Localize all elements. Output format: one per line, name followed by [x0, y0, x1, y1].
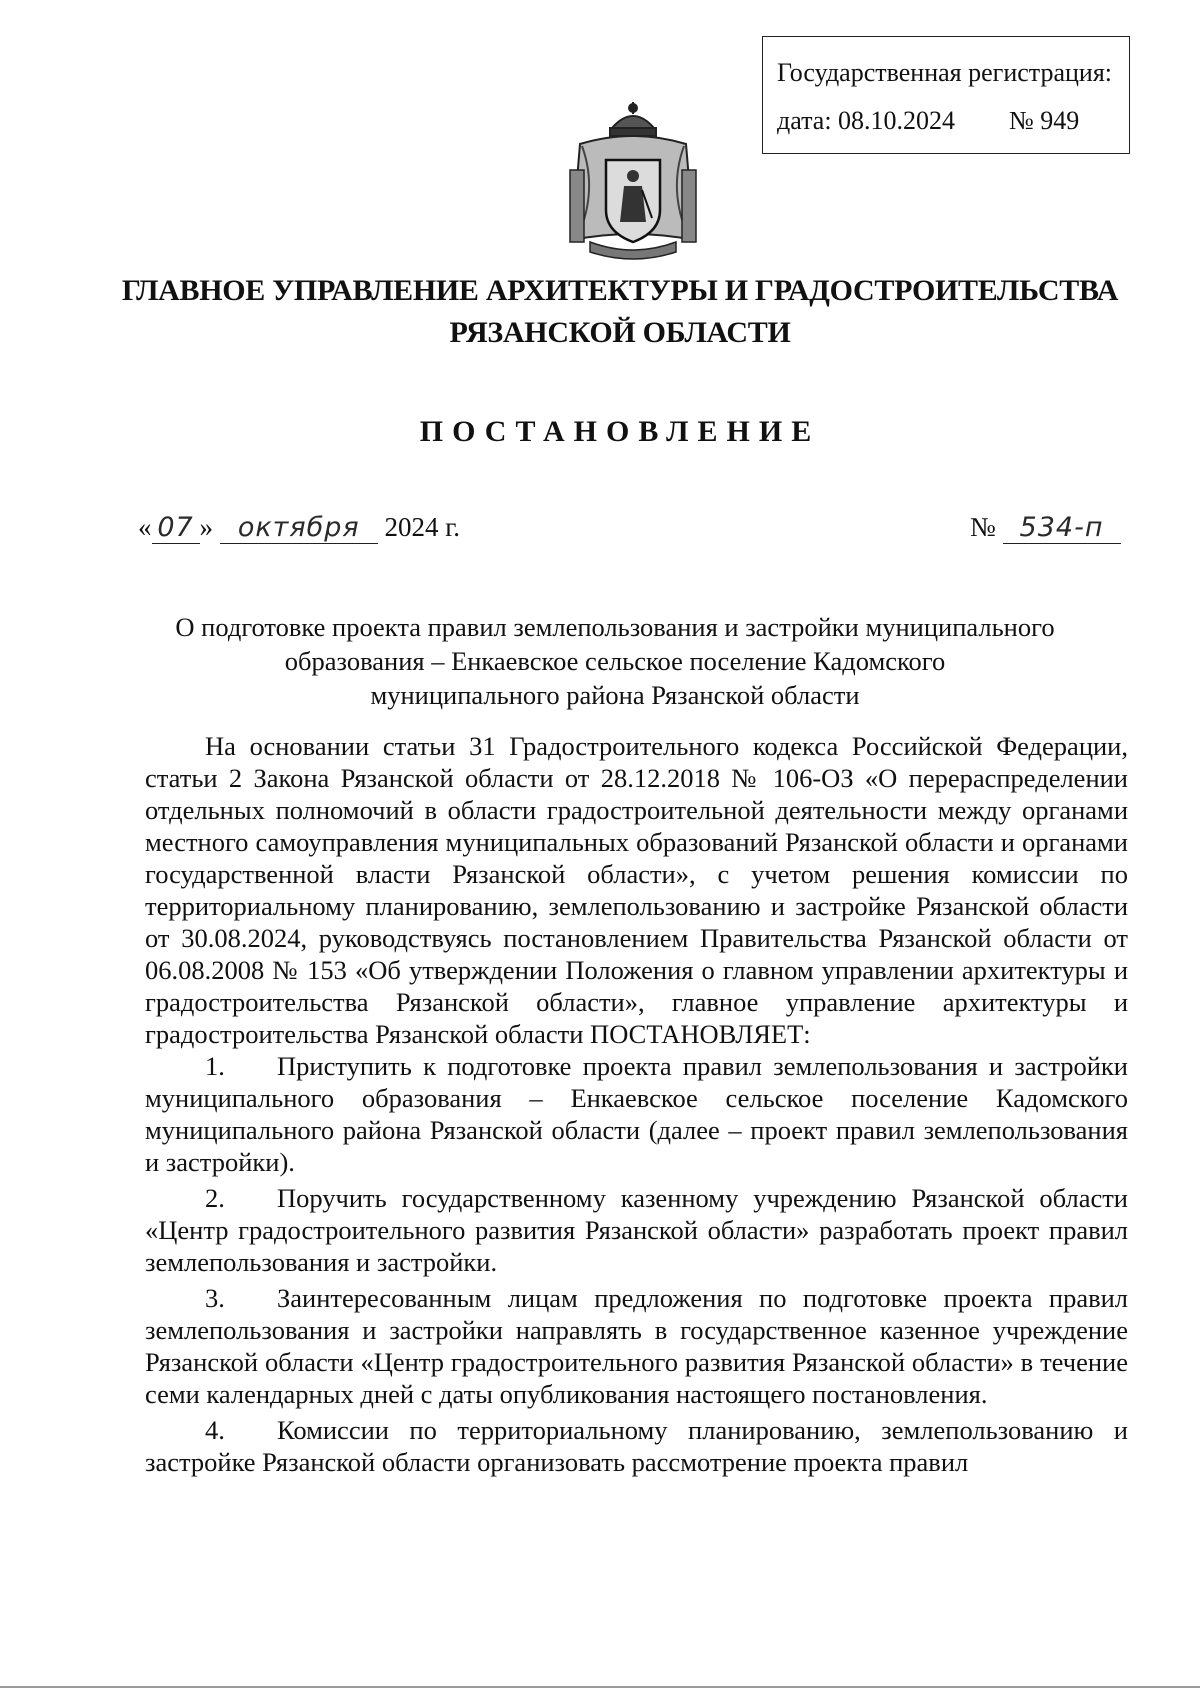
registration-number: № 949 — [1009, 106, 1080, 135]
list-item-text: Поручить государственному казенному учреждению Рязанской области «Центр градостроительного развития Рязанской области» разработать проект правил землепользования и застройки. — [145, 1183, 1128, 1277]
registration-date: дата: 08.10.2024 — [777, 106, 956, 135]
page-bottom-edge — [0, 1686, 1200, 1688]
list-item — [145, 1414, 1128, 1478]
subject-line3: муниципального района Рязанской области — [370, 680, 860, 710]
date-year: 2024 г. — [377, 512, 461, 542]
list-item-text: Приступить к подготовке проекта правил землепользования и застройки муниципального образования – Енкаевское сельское поселение Кадомского муниципального района Рязанской области (далее – проект правил землепользования и застройки). — [145, 1051, 1128, 1177]
registration-stamp — [762, 36, 1130, 154]
organization-title — [100, 270, 1140, 354]
list-item-text: Заинтересованным лицам предложения по подготовке проекта правил землепользования и застройки направлять в государственное казенное учреждение Рязанской области «Центр градостроительного развития Рязанской области» в течение семи календарных дней с даты опубликования настоящего постановления. — [145, 1283, 1128, 1409]
organization-title-line1: ГЛАВНОЕ УПРАВЛЕНИЕ АРХИТЕКТУРЫ И ГРАДОСТРОИТЕЛЬСТВА — [121, 274, 1119, 307]
document-number — [970, 512, 1121, 544]
date-day-handwritten: 07 — [152, 512, 200, 544]
document-subject — [150, 610, 1080, 712]
document-body — [145, 730, 1128, 1478]
ryazan-coat-of-arms-icon — [562, 100, 704, 270]
list-item — [145, 1282, 1128, 1410]
list-item-number: 2. — [205, 1183, 225, 1213]
document-date — [138, 512, 460, 544]
list-item-text: Комиссии по территориальному планированию, землепользованию и застройке Рязанской области организовать рассмотрение проекта правил — [145, 1415, 1128, 1477]
date-close-quote: » — [199, 512, 213, 542]
organization-title-line2: РЯЗАНСКОЙ ОБЛАСТИ — [449, 316, 791, 349]
list-item-number: 3. — [205, 1283, 225, 1313]
registration-title: Государственная регистрация: — [777, 58, 1113, 87]
list-item-number: 4. — [205, 1415, 225, 1445]
document-type-heading: ПОСТАНОВЛЕНИЕ — [419, 415, 821, 448]
list-item-number: 1. — [205, 1051, 225, 1081]
document-number-handwritten: 534-п — [1003, 512, 1121, 544]
subject-line2: образования – Енкаевское сельское поселение Кадомского — [284, 646, 946, 676]
list-item — [145, 1182, 1128, 1278]
date-month-handwritten: октября — [220, 512, 378, 544]
preamble-paragraph: На основании статьи 31 Градостроительного кодекса Российской Федерации, статьи 2 Закона Рязанской области от 28.12.2018 № 106-ОЗ «О перераспределении отдельных полномочий в области градостроительной деятельности между органами местного самоуправления муниципальных образований Рязанской области и органами государственной власти Рязанской области», с учетом решения комиссии по территориальному планированию, землепользованию и застройке Рязанской области от 30.08.2024, руководствуясь постановлением Правительства Рязанской области от 06.08.2008 № 153 «Об утверждении Положения о главном управлении архитектуры и градостроительства Рязанской области», главное управление архитектуры и градостроительства Рязанской области ПОСТАНОВЛЯЕТ: — [145, 731, 1128, 1049]
subject-line1: О подготовке проекта правил землепользования и застройки муниципального — [175, 612, 1055, 642]
list-item — [145, 1050, 1128, 1178]
document-number-prefix: № — [970, 512, 996, 542]
date-open-quote: « — [138, 512, 152, 542]
